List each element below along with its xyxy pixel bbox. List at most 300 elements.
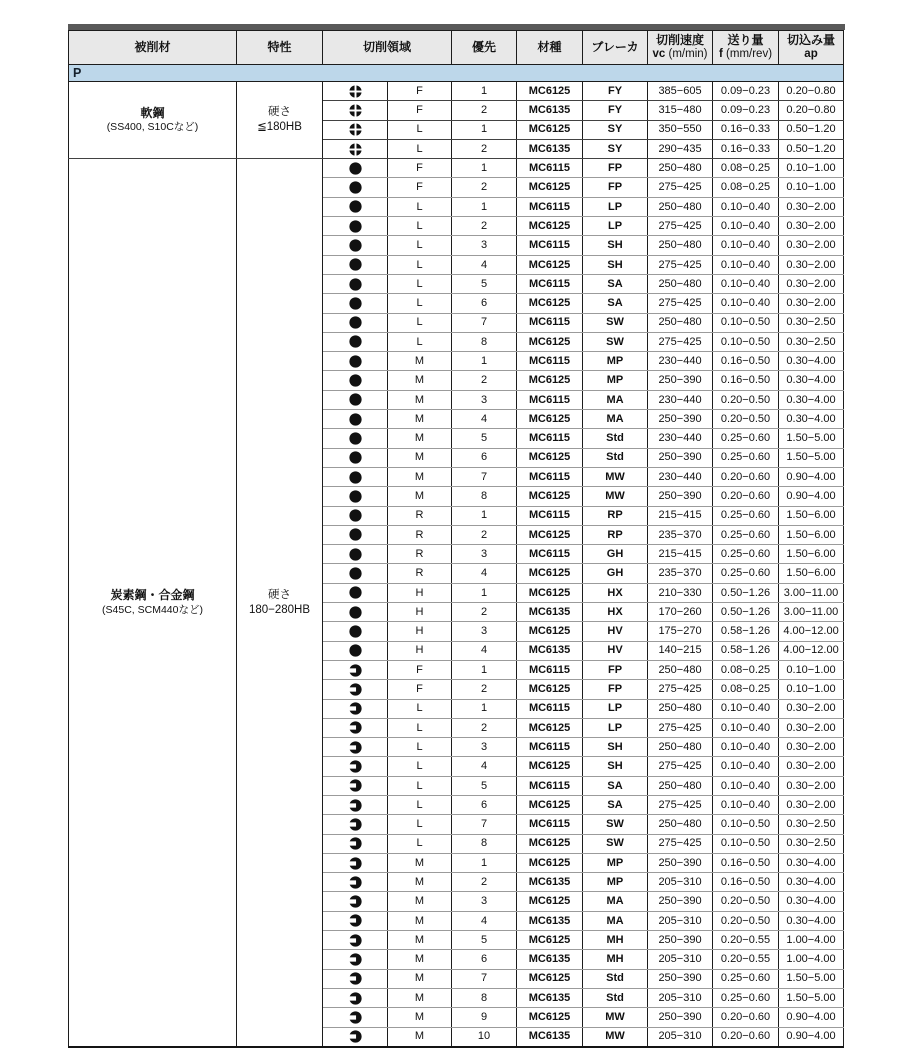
cutting-area-cell: L [388, 757, 452, 776]
cutting-area-cell: F [388, 82, 452, 101]
grade-cell: MC6115 [517, 545, 583, 564]
breaker-cell: RP [583, 506, 648, 525]
cutting-area-icon-cell [323, 815, 388, 834]
feed-cell: 0.08−0.25 [713, 680, 779, 699]
notched-circle-icon [349, 857, 362, 870]
feed-cell: 0.10−0.40 [713, 274, 779, 293]
priority-cell: 3 [452, 236, 517, 255]
speed-cell: 250−480 [648, 159, 713, 178]
cutting-area-cell: M [388, 988, 452, 1007]
cutting-area-cell: M [388, 1027, 452, 1047]
speed-cell: 250−480 [648, 236, 713, 255]
property-label: 硬さ [268, 106, 291, 119]
grade-cell: MC6115 [517, 815, 583, 834]
grade-cell: MC6125 [517, 217, 583, 236]
feed-cell: 0.10−0.40 [713, 294, 779, 313]
cutting-conditions-table-wrap [68, 24, 845, 1048]
cutting-area-icon-cell [323, 583, 388, 602]
cutting-area-cell: L [388, 120, 452, 139]
depth-cell: 1.00−4.00 [779, 931, 844, 950]
priority-cell: 4 [452, 410, 517, 429]
breaker-cell: MW [583, 1027, 648, 1047]
priority-cell: 2 [452, 525, 517, 544]
filled-circle-icon [349, 548, 362, 561]
header-cutting-area: 切削領域 [323, 31, 452, 65]
cutting-area-cell: R [388, 545, 452, 564]
feed-cell: 0.20−0.60 [713, 467, 779, 486]
cutting-area-cell: F [388, 680, 452, 699]
notched-circle-icon [349, 683, 362, 696]
feed-cell: 0.08−0.25 [713, 178, 779, 197]
speed-cell: 210−330 [648, 583, 713, 602]
grade-cell: MC6135 [517, 101, 583, 120]
feed-cell: 0.25−0.60 [713, 506, 779, 525]
cutting-area-icon-cell [323, 236, 388, 255]
depth-cell: 0.30−2.00 [779, 217, 844, 236]
depth-cell: 0.90−4.00 [779, 1008, 844, 1027]
breaker-cell: MA [583, 390, 648, 409]
cutting-area-icon-cell [323, 390, 388, 409]
cutting-area-icon-cell [323, 410, 388, 429]
four-segment-circle-icon [349, 104, 362, 117]
cutting-area-cell: M [388, 448, 452, 467]
cutting-area-icon-cell [323, 795, 388, 814]
four-segment-circle-icon [349, 85, 362, 98]
cutting-area-icon-cell [323, 738, 388, 757]
priority-cell: 5 [452, 274, 517, 293]
depth-cell: 0.30−4.00 [779, 853, 844, 872]
filled-circle-icon [349, 335, 362, 348]
depth-cell: 0.30−2.00 [779, 795, 844, 814]
header-depth-of-cut: 切込み量 ap [779, 31, 844, 65]
feed-cell: 0.10−0.40 [713, 197, 779, 216]
property-label: 硬さ [268, 588, 291, 601]
material-examples: (S45C, SCM440など) [102, 603, 203, 616]
filled-circle-icon [349, 625, 362, 638]
notched-circle-icon [349, 876, 362, 889]
breaker-cell: MA [583, 410, 648, 429]
notched-circle-icon [349, 779, 362, 792]
grade-cell: MC6125 [517, 680, 583, 699]
priority-cell: 7 [452, 969, 517, 988]
cutting-area-cell: M [388, 467, 452, 486]
cutting-area-icon-cell [323, 1008, 388, 1027]
grade-cell: MC6115 [517, 738, 583, 757]
cutting-area-icon-cell [323, 564, 388, 583]
depth-cell: 0.20−0.80 [779, 101, 844, 120]
speed-cell: 205−310 [648, 873, 713, 892]
speed-cell: 250−480 [648, 776, 713, 795]
depth-cell: 0.50−1.20 [779, 120, 844, 139]
depth-cell: 0.20−0.80 [779, 82, 844, 101]
notched-circle-icon [349, 972, 362, 985]
feed-cell: 0.10−0.50 [713, 815, 779, 834]
breaker-cell: FY [583, 101, 648, 120]
feed-cell: 0.08−0.25 [713, 660, 779, 679]
priority-cell: 4 [452, 564, 517, 583]
depth-cell: 0.30−2.00 [779, 718, 844, 737]
feed-cell: 0.10−0.40 [713, 795, 779, 814]
priority-cell: 3 [452, 545, 517, 564]
feed-cell: 0.16−0.50 [713, 873, 779, 892]
breaker-cell: FP [583, 178, 648, 197]
speed-cell: 235−370 [648, 525, 713, 544]
speed-cell: 250−390 [648, 969, 713, 988]
speed-cell: 205−310 [648, 950, 713, 969]
grade-cell: MC6115 [517, 776, 583, 795]
table-header-row [69, 31, 844, 65]
filled-circle-icon [349, 471, 362, 484]
filled-circle-icon [349, 490, 362, 503]
cutting-area-icon-cell [323, 525, 388, 544]
priority-cell: 7 [452, 467, 517, 486]
grade-cell: MC6135 [517, 950, 583, 969]
depth-cell: 0.30−2.00 [779, 294, 844, 313]
cutting-area-cell: L [388, 834, 452, 853]
property-cell [237, 159, 323, 1047]
notched-circle-icon [349, 799, 362, 812]
depth-cell: 0.10−1.00 [779, 660, 844, 679]
depth-cell: 0.30−4.00 [779, 371, 844, 390]
feed-cell: 0.25−0.60 [713, 525, 779, 544]
grade-cell: MC6135 [517, 641, 583, 660]
breaker-cell: SH [583, 738, 648, 757]
priority-cell: 7 [452, 313, 517, 332]
feed-cell: 0.16−0.33 [713, 120, 779, 139]
grade-cell: MC6125 [517, 448, 583, 467]
speed-cell: 275−425 [648, 217, 713, 236]
cutting-area-cell: M [388, 429, 452, 448]
depth-cell: 1.50−5.00 [779, 988, 844, 1007]
cutting-area-icon-cell [323, 622, 388, 641]
depth-cell: 0.10−1.00 [779, 178, 844, 197]
depth-cell: 0.30−4.00 [779, 892, 844, 911]
depth-cell: 0.30−2.00 [779, 274, 844, 293]
speed-cell: 275−425 [648, 680, 713, 699]
breaker-cell: SY [583, 120, 648, 139]
speed-cell: 205−310 [648, 988, 713, 1007]
priority-cell: 5 [452, 931, 517, 950]
cutting-area-icon-cell [323, 988, 388, 1007]
breaker-cell: GH [583, 564, 648, 583]
notched-circle-icon [349, 721, 362, 734]
breaker-cell: LP [583, 718, 648, 737]
breaker-cell: MP [583, 873, 648, 892]
cutting-area-cell: L [388, 699, 452, 718]
breaker-cell: FP [583, 680, 648, 699]
speed-cell: 205−310 [648, 1027, 713, 1047]
cutting-area-icon-cell [323, 448, 388, 467]
depth-cell: 1.00−4.00 [779, 950, 844, 969]
priority-cell: 2 [452, 217, 517, 236]
material-examples: (SS400, S10Cなど) [106, 121, 199, 134]
cutting-area-cell: M [388, 950, 452, 969]
cutting-area-icon-cell [323, 680, 388, 699]
priority-cell: 6 [452, 448, 517, 467]
cutting-area-icon-cell [323, 776, 388, 795]
depth-cell: 1.50−6.00 [779, 545, 844, 564]
grade-cell: MC6135 [517, 1027, 583, 1047]
priority-cell: 6 [452, 294, 517, 313]
feed-cell: 0.10−0.40 [713, 217, 779, 236]
grade-cell: MC6125 [517, 795, 583, 814]
speed-cell: 275−425 [648, 718, 713, 737]
grade-cell: MC6125 [517, 178, 583, 197]
cutting-area-cell: L [388, 274, 452, 293]
feed-cell: 0.20−0.55 [713, 950, 779, 969]
feed-cell: 0.20−0.50 [713, 892, 779, 911]
feed-cell: 0.10−0.40 [713, 699, 779, 718]
filled-circle-icon [349, 200, 362, 213]
cutting-area-cell: F [388, 178, 452, 197]
grade-cell: MC6135 [517, 139, 583, 158]
filled-circle-icon [349, 586, 362, 599]
depth-cell: 0.90−4.00 [779, 1027, 844, 1047]
breaker-cell: SH [583, 236, 648, 255]
depth-cell: 0.30−2.00 [779, 738, 844, 757]
speed-cell: 235−370 [648, 564, 713, 583]
grade-cell: MC6135 [517, 988, 583, 1007]
notched-circle-icon [349, 741, 362, 754]
grade-cell: MC6125 [517, 410, 583, 429]
breaker-cell: Std [583, 429, 648, 448]
priority-cell: 5 [452, 776, 517, 795]
filled-circle-icon [349, 278, 362, 291]
grade-cell: MC6125 [517, 583, 583, 602]
depth-cell: 4.00−12.00 [779, 622, 844, 641]
header-cutting-speed: 切削速度 vc (m/min) [648, 31, 713, 65]
grade-cell: MC6125 [517, 120, 583, 139]
cutting-area-icon-cell [323, 892, 388, 911]
breaker-cell: HV [583, 622, 648, 641]
breaker-cell: HV [583, 641, 648, 660]
feed-cell: 0.20−0.55 [713, 931, 779, 950]
depth-cell: 1.50−6.00 [779, 564, 844, 583]
priority-cell: 2 [452, 603, 517, 622]
notched-circle-icon [349, 760, 362, 773]
speed-cell: 250−480 [648, 274, 713, 293]
four-segment-circle-icon [349, 143, 362, 156]
cutting-area-icon-cell [323, 545, 388, 564]
cutting-area-cell: M [388, 911, 452, 930]
speed-cell: 250−480 [648, 699, 713, 718]
notched-circle-icon [349, 934, 362, 947]
cutting-area-icon-cell [323, 603, 388, 622]
breaker-cell: SH [583, 757, 648, 776]
speed-cell: 275−425 [648, 834, 713, 853]
filled-circle-icon [349, 413, 362, 426]
property-value: 180−280HB [248, 603, 311, 616]
priority-cell: 5 [452, 429, 517, 448]
grade-cell: MC6115 [517, 660, 583, 679]
speed-cell: 205−310 [648, 911, 713, 930]
depth-cell: 0.10−1.00 [779, 680, 844, 699]
breaker-cell: MP [583, 853, 648, 872]
feed-cell: 0.16−0.50 [713, 371, 779, 390]
feed-cell: 0.20−0.50 [713, 390, 779, 409]
speed-cell: 250−480 [648, 660, 713, 679]
cutting-area-cell: M [388, 969, 452, 988]
cutting-area-icon-cell [323, 120, 388, 139]
priority-cell: 10 [452, 1027, 517, 1047]
cutting-area-icon-cell [323, 313, 388, 332]
breaker-cell: MP [583, 371, 648, 390]
feed-cell: 0.58−1.26 [713, 622, 779, 641]
priority-cell: 4 [452, 911, 517, 930]
cutting-area-cell: L [388, 294, 452, 313]
cutting-area-icon-cell [323, 506, 388, 525]
depth-cell: 0.30−2.00 [779, 699, 844, 718]
header-priority: 優先 [452, 31, 517, 65]
grade-cell: MC6125 [517, 82, 583, 101]
breaker-cell: Std [583, 988, 648, 1007]
feed-cell: 0.25−0.60 [713, 564, 779, 583]
grade-cell: MC6125 [517, 487, 583, 506]
speed-cell: 275−425 [648, 178, 713, 197]
feed-cell: 0.10−0.40 [713, 738, 779, 757]
depth-cell: 0.30−2.00 [779, 197, 844, 216]
speed-cell: 250−390 [648, 931, 713, 950]
grade-cell: MC6135 [517, 873, 583, 892]
breaker-cell: SW [583, 815, 648, 834]
grade-cell: MC6115 [517, 429, 583, 448]
priority-cell: 1 [452, 506, 517, 525]
depth-cell: 1.50−5.00 [779, 429, 844, 448]
depth-cell: 1.50−6.00 [779, 506, 844, 525]
priority-cell: 2 [452, 680, 517, 699]
grade-cell: MC6135 [517, 911, 583, 930]
breaker-cell: MH [583, 950, 648, 969]
property-cell [237, 82, 323, 159]
feed-cell: 0.20−0.50 [713, 410, 779, 429]
cutting-area-cell: M [388, 1008, 452, 1027]
feed-cell: 0.20−0.60 [713, 487, 779, 506]
priority-cell: 8 [452, 332, 517, 351]
cutting-area-cell: L [388, 139, 452, 158]
depth-cell: 0.30−2.50 [779, 332, 844, 351]
cutting-area-icon-cell [323, 429, 388, 448]
speed-cell: 275−425 [648, 795, 713, 814]
speed-cell: 385−605 [648, 82, 713, 101]
depth-cell: 0.30−2.50 [779, 834, 844, 853]
cutting-area-icon-cell [323, 834, 388, 853]
priority-cell: 4 [452, 641, 517, 660]
cutting-area-cell: L [388, 236, 452, 255]
speed-cell: 350−550 [648, 120, 713, 139]
cutting-area-icon-cell [323, 294, 388, 313]
notched-circle-icon [349, 953, 362, 966]
filled-circle-icon [349, 258, 362, 271]
notched-circle-icon [349, 837, 362, 850]
speed-cell: 250−390 [648, 892, 713, 911]
cutting-area-cell: M [388, 931, 452, 950]
breaker-cell: MW [583, 487, 648, 506]
cutting-area-cell: M [388, 892, 452, 911]
cutting-area-cell: M [388, 487, 452, 506]
breaker-cell: MA [583, 892, 648, 911]
breaker-cell: SH [583, 255, 648, 274]
cutting-area-icon-cell [323, 931, 388, 950]
grade-cell: MC6115 [517, 506, 583, 525]
grade-cell: MC6135 [517, 603, 583, 622]
breaker-cell: MH [583, 931, 648, 950]
depth-cell: 0.30−4.00 [779, 410, 844, 429]
grade-cell: MC6125 [517, 853, 583, 872]
priority-cell: 7 [452, 815, 517, 834]
speed-cell: 230−440 [648, 352, 713, 371]
cutting-area-icon-cell [323, 352, 388, 371]
cutting-area-icon-cell [323, 660, 388, 679]
grade-cell: MC6125 [517, 1008, 583, 1027]
table-row [69, 159, 844, 178]
speed-cell: 250−390 [648, 448, 713, 467]
feed-cell: 0.25−0.60 [713, 988, 779, 1007]
grade-cell: MC6125 [517, 931, 583, 950]
grade-cell: MC6115 [517, 699, 583, 718]
cutting-conditions-table [68, 30, 844, 1048]
depth-cell: 4.00−12.00 [779, 641, 844, 660]
filled-circle-icon [349, 606, 362, 619]
depth-cell: 0.30−2.00 [779, 236, 844, 255]
feed-cell: 0.50−1.26 [713, 583, 779, 602]
depth-cell: 0.30−2.50 [779, 815, 844, 834]
feed-cell: 0.10−0.40 [713, 757, 779, 776]
filled-circle-icon [349, 181, 362, 194]
four-segment-circle-icon [349, 123, 362, 136]
cutting-area-cell: L [388, 332, 452, 351]
breaker-cell: MP [583, 352, 648, 371]
notched-circle-icon [349, 914, 362, 927]
depth-cell: 1.50−5.00 [779, 448, 844, 467]
grade-cell: MC6125 [517, 255, 583, 274]
speed-cell: 230−440 [648, 467, 713, 486]
cutting-area-cell: L [388, 197, 452, 216]
cutting-area-cell: M [388, 371, 452, 390]
priority-cell: 1 [452, 120, 517, 139]
breaker-cell: Std [583, 969, 648, 988]
breaker-cell: LP [583, 217, 648, 236]
cutting-area-cell: M [388, 873, 452, 892]
speed-cell: 250−390 [648, 371, 713, 390]
cutting-area-cell: L [388, 815, 452, 834]
speed-cell: 250−480 [648, 815, 713, 834]
cutting-area-cell: M [388, 853, 452, 872]
header-feed-rate: 送り量 f (mm/rev) [713, 31, 779, 65]
grade-cell: MC6115 [517, 352, 583, 371]
feed-cell: 0.20−0.60 [713, 1008, 779, 1027]
material-cell [69, 159, 237, 1047]
cutting-area-icon-cell [323, 1027, 388, 1047]
cutting-area-cell: L [388, 795, 452, 814]
notched-circle-icon [349, 895, 362, 908]
depth-cell: 0.30−2.50 [779, 313, 844, 332]
notched-circle-icon [349, 702, 362, 715]
cutting-area-icon-cell [323, 255, 388, 274]
notched-circle-icon [349, 1030, 362, 1043]
priority-cell: 3 [452, 738, 517, 757]
depth-cell: 0.30−4.00 [779, 390, 844, 409]
feed-cell: 0.10−0.40 [713, 718, 779, 737]
cutting-area-cell: L [388, 313, 452, 332]
feed-cell: 0.25−0.60 [713, 545, 779, 564]
breaker-cell: Std [583, 448, 648, 467]
feed-cell: 0.25−0.60 [713, 969, 779, 988]
cutting-area-icon-cell [323, 467, 388, 486]
breaker-cell: GH [583, 545, 648, 564]
feed-cell: 0.16−0.50 [713, 853, 779, 872]
section-label: P [69, 65, 844, 82]
speed-cell: 275−425 [648, 255, 713, 274]
